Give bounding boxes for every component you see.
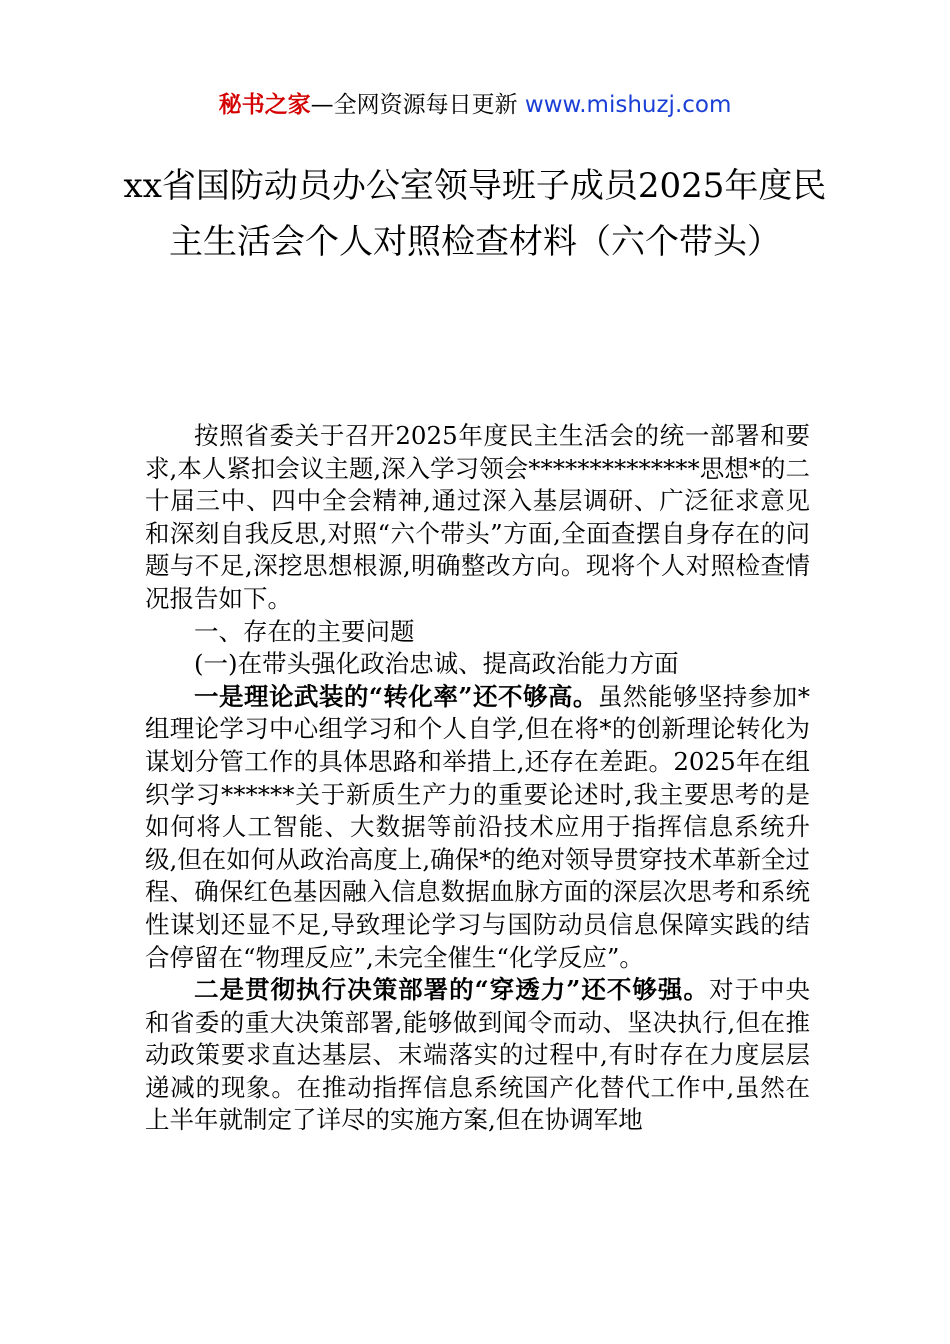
site-header xyxy=(0,88,950,122)
subsection-heading: (一)在带头强化政治忠诚、提高政治能力方面 xyxy=(194,649,679,679)
document-body xyxy=(145,420,810,1137)
point-text-2: 对于中央和省委的重大决策部署,能够做到闻令而动、坚决执行,但在推动政策要求直达基层、末端落实的过程中,有时存在力度层层递减的现象。在推动指挥信息系统国产化替代工作中,虽然在上半年就制定了详尽的实施方案,但在协调军地 xyxy=(145,975,811,1135)
site-slogan: —全网资源每日更新 xyxy=(310,92,518,118)
document-title: xx省国防动员办公室领导班子成员2025年度民主生活会个人对照检查材料（六个带头） xyxy=(123,166,827,262)
site-brand: 秘书之家 xyxy=(218,92,311,118)
section-heading: 一、存在的主要问题 xyxy=(194,616,415,646)
point-lead-1: 一是理论武装的“转化率”还不够高。 xyxy=(194,681,598,711)
point-paragraph-2 xyxy=(145,974,810,1137)
intro-paragraph: 按照省委关于召开2025年度民主生活会的统一部署和要求,本人紧扣会议主题,深入学习领会**************思想*的二十届三中、四中全会精神,通过深入基层调研、广泛征求意见和深刻自我反思,对照“六个带头”方面,全面查摆自身存在的问题与不足,深挖思想根源,明确整改方向。现将个人对照检查情况报告如下。 xyxy=(145,421,810,613)
point-lead-2: 二是贯彻执行决策部署的“穿透力”还不够强。 xyxy=(194,975,709,1005)
point-text-1: 虽然能够坚持参加*组理论学习中心组学习和个人自学,但在将*的创新理论转化为谋划分管工作的具体思路和举措上,还存在差距。2025年在组织学习******关于新质生产力的重要论述时,我主要思考的是如何将人工智能、大数据等前沿技术应用于指挥信息系统升级,但在如何从政治高度上,确保*的绝对领导贯穿技术革新全过程、确保红色基因融入信息数据血脉方面的深层次思考和系统性谋划还显不足,导致理论学习与国防动员信息保障实践的结合停留在“物理反应”,未完全催生“化学反应”。 xyxy=(145,681,810,972)
point-paragraph-1 xyxy=(145,681,810,974)
site-url-link[interactable]: www.mishuzj.com xyxy=(524,92,732,118)
